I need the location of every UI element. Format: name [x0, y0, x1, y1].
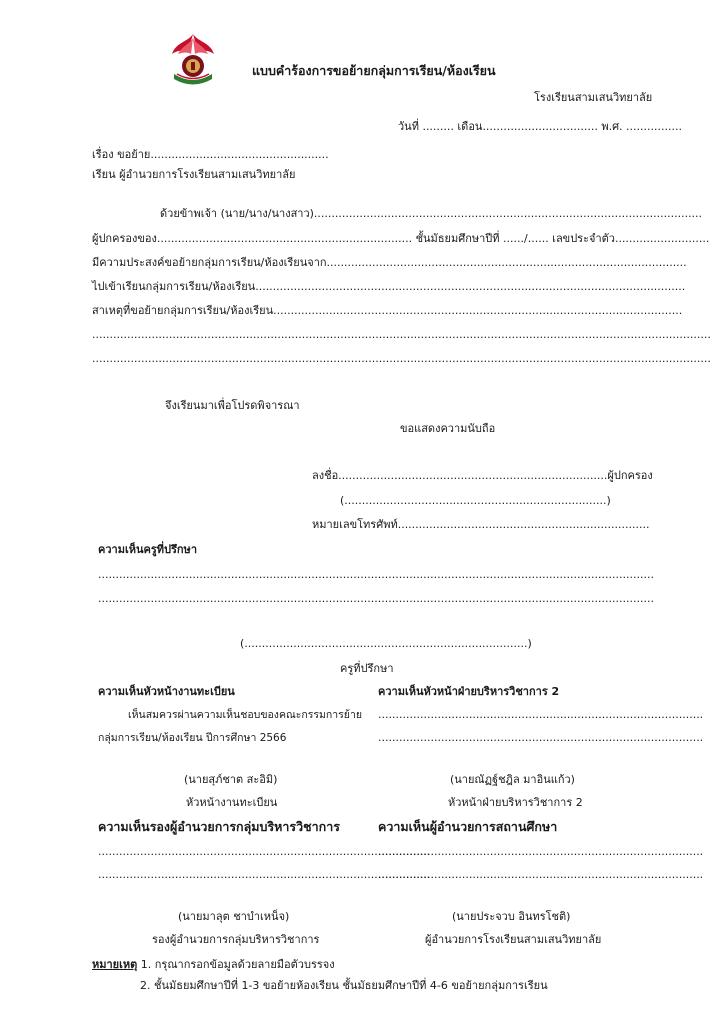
- school-emblem-icon: [168, 32, 218, 88]
- advisor-name-field[interactable]: (.................................................................................): [240, 637, 532, 650]
- academic-head-title: หัวหน้าฝ่ายบริหารวิชาการ 2: [448, 796, 583, 809]
- deputy-title: รองผู้อำนวยการกลุ่มบริหารวิชาการ: [152, 933, 320, 946]
- parent-signature-field[interactable]: ลงชื่อ.............................................................................ผู้ปกครอง: [312, 469, 653, 482]
- reason-line-3[interactable]: .................................................................................................................................................................................: [92, 352, 711, 365]
- date-field[interactable]: วันที่ ......... เดือน................................. พ.ศ. ................: [398, 120, 682, 133]
- reason-line-2[interactable]: .................................................................................................................................................................................: [92, 328, 711, 341]
- academic-head-name: (นายณัฏฐ์ชฎิล มาอินแก้ว): [450, 773, 575, 786]
- parent-name-field[interactable]: (...........................................................................): [340, 494, 611, 507]
- advisor-title: ครูที่ปรึกษา: [340, 662, 394, 675]
- notes-line-1: [92, 958, 335, 972]
- request-consideration: จึงเรียนมาเพื่อโปรดพิจารณา: [165, 399, 300, 412]
- registrar-title: หัวหน้างานทะเบียน: [186, 796, 278, 809]
- director-name: (นายประจวบ อินทรโชติ): [452, 910, 571, 923]
- advisor-opinion-line-2[interactable]: ...............................................................................................................................................................: [98, 592, 654, 605]
- reason-field[interactable]: สาเหตุที่ขอย้ายกลุ่มการเรียน/ห้องเรียน.....................................................................................................................: [92, 304, 683, 317]
- academic-head-line-2[interactable]: .............................................................................................: [378, 731, 704, 744]
- registrar-opinion-2: กลุ่มการเรียน/ห้องเรียน ปีการศึกษา 2566: [98, 732, 287, 744]
- student-info-field[interactable]: ผู้ปกครองของ......................................................................... ชั้นมัธยมศึกษาปีที่ ....../...... เลขประจำตัว...........................: [92, 232, 710, 245]
- registrar-name: (นายสุภ์ชาต สะอิมิ): [184, 773, 278, 786]
- recipient-line: เรียน ผู้อำนวยการโรงเรียนสามเสนวิทยาลัย: [92, 168, 296, 181]
- deputy-heading: ความเห็นรองผู้อำนวยการกลุ่มบริหารวิชาการ: [98, 819, 340, 834]
- note-1: 1. กรุณากรอกข้อมูลด้วยลายมือตัวบรรจง: [137, 958, 335, 971]
- academic-head-heading: ความเห็นหัวหน้าฝ่ายบริหารวิชาการ 2: [378, 685, 560, 698]
- note-2: 2. ชั้นมัธยมศึกษาปีที่ 1-3 ขอย้ายห้องเรียน ชั้นมัธยมศึกษาปีที่ 4-6 ขอย้ายกลุ่มการเรียน: [140, 979, 548, 992]
- director-line-1[interactable]: .............................................................................................: [378, 845, 704, 858]
- notes-label: หมายเหตุ: [92, 958, 138, 971]
- director-title: ผู้อำนวยการโรงเรียนสามเสนวิทยาลัย: [425, 933, 602, 946]
- director-heading: ความเห็นผู้อำนวยการสถานศึกษา: [378, 819, 558, 834]
- registrar-heading: ความเห็นหัวหน้างานทะเบียน: [98, 685, 235, 698]
- advisor-heading: ความเห็นครูที่ปรึกษา: [98, 543, 197, 556]
- deputy-line-1[interactable]: ...............................................................................................: [98, 845, 431, 858]
- form-title: แบบคำร้องการขอย้ายกลุ่มการเรียน/ห้องเรียน: [252, 63, 496, 78]
- phone-field[interactable]: หมายเลขโทรศัพท์........................................................................: [312, 518, 650, 531]
- respect-closing: ขอแสดงความนับถือ: [400, 422, 496, 435]
- to-group-field[interactable]: ไปเข้าเรียนกลุ่มการเรียน/ห้องเรียน...........................................................................................................................: [92, 280, 686, 293]
- from-group-field[interactable]: มีความประสงค์ขอย้ายกลุ่มการเรียน/ห้องเรียนจาก.......................................................................................................: [92, 256, 687, 269]
- school-name: โรงเรียนสามเสนวิทยาลัย: [534, 91, 653, 104]
- advisor-opinion-line-1[interactable]: ...............................................................................................................................................................: [98, 568, 654, 581]
- applicant-name-field[interactable]: ด้วยข้าพเจ้า (นาย/นาง/นางสาว)...............................................................................................................: [160, 207, 703, 220]
- director-line-2[interactable]: .............................................................................................: [378, 868, 704, 881]
- registrar-opinion-1: เห็นสมควรผ่านความเห็นชอบของคณะกรรมการย้าย: [128, 709, 362, 721]
- deputy-name: (นายมาลุต ชาบำเหน็จ): [178, 910, 290, 923]
- subject-field[interactable]: เรื่อง ขอย้าย...................................................: [92, 148, 329, 161]
- academic-head-line-1[interactable]: .............................................................................................: [378, 708, 704, 721]
- deputy-line-2[interactable]: ...............................................................................................: [98, 868, 431, 881]
